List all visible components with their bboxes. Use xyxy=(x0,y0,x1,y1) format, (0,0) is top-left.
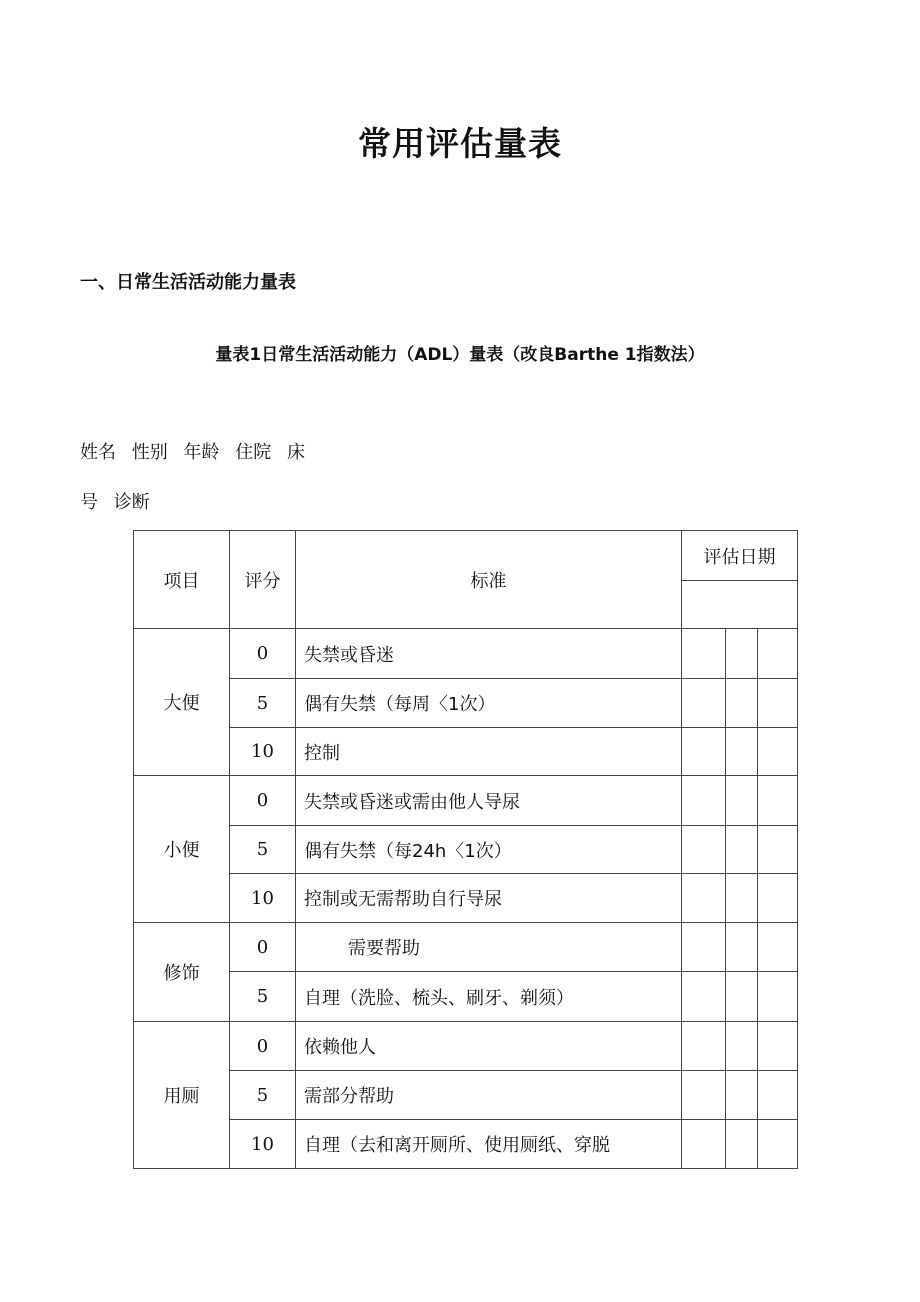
eval-cell[interactable] xyxy=(758,923,798,972)
table-row xyxy=(134,923,798,972)
score-cell: 5 xyxy=(230,972,296,1022)
eval-cell[interactable] xyxy=(726,629,758,679)
eval-cell[interactable] xyxy=(726,679,758,728)
score-cell: 10 xyxy=(230,874,296,923)
eval-cell[interactable] xyxy=(758,1120,798,1169)
eval-cell[interactable] xyxy=(726,1071,758,1120)
eval-cell[interactable] xyxy=(758,826,798,874)
eval-cell[interactable] xyxy=(726,1022,758,1071)
eval-cell[interactable] xyxy=(726,874,758,923)
item-cell: 小便 xyxy=(134,776,230,923)
criteria-cell: 失禁或昏迷 xyxy=(296,629,682,679)
adl-scale-table xyxy=(133,530,798,1169)
criteria-cell: 失禁或昏迷或需由他人导尿 xyxy=(296,776,682,826)
eval-cell[interactable] xyxy=(682,1022,726,1071)
page-title: 常用评估量表 xyxy=(358,124,562,163)
eval-cell[interactable] xyxy=(758,972,798,1022)
eval-cell[interactable] xyxy=(726,1120,758,1169)
eval-cell[interactable] xyxy=(682,629,726,679)
criteria-cell: 控制 xyxy=(296,728,682,776)
header-eval-date: 评估日期 xyxy=(682,531,798,581)
table-row xyxy=(134,1071,798,1120)
eval-cell[interactable] xyxy=(726,728,758,776)
section-heading: 一、日常生活活动能力量表 xyxy=(80,272,296,293)
score-cell: 0 xyxy=(230,629,296,679)
criteria-cell: 自理（洗脸、梳头、刷牙、剃须） xyxy=(296,972,682,1022)
table-row xyxy=(134,728,798,776)
info-label-age: 年龄 xyxy=(183,442,220,463)
item-cell: 大便 xyxy=(134,629,230,776)
eval-cell[interactable] xyxy=(682,1120,726,1169)
eval-cell[interactable] xyxy=(682,874,726,923)
table-row xyxy=(134,826,798,874)
eval-cell[interactable] xyxy=(682,679,726,728)
table-row xyxy=(134,1022,798,1071)
eval-cell[interactable] xyxy=(758,776,798,826)
score-cell: 10 xyxy=(230,728,296,776)
eval-cell[interactable] xyxy=(682,826,726,874)
eval-cell[interactable] xyxy=(682,728,726,776)
eval-cell[interactable] xyxy=(758,629,798,679)
eval-cell[interactable] xyxy=(758,874,798,923)
table-row xyxy=(134,679,798,728)
item-cell: 用厕 xyxy=(134,1022,230,1169)
info-label-bed: 床 xyxy=(286,442,305,463)
eval-cell[interactable] xyxy=(726,826,758,874)
criteria-cell: 控制或无需帮助自行导尿 xyxy=(296,874,682,923)
table-row xyxy=(134,1120,798,1169)
patient-info-line-1 xyxy=(80,438,315,464)
eval-cell[interactable] xyxy=(758,728,798,776)
eval-cell[interactable] xyxy=(726,776,758,826)
score-cell: 5 xyxy=(230,679,296,728)
eval-cell[interactable] xyxy=(726,972,758,1022)
table-row xyxy=(134,776,798,826)
eval-cell[interactable] xyxy=(682,1071,726,1120)
info-label-hospital: 住院 xyxy=(235,442,272,463)
patient-info-line-2 xyxy=(80,488,160,514)
eval-cell[interactable] xyxy=(682,776,726,826)
table-row xyxy=(134,972,798,1022)
score-cell: 0 xyxy=(230,923,296,972)
score-cell: 0 xyxy=(230,776,296,826)
info-label-diagnosis: 诊断 xyxy=(113,492,150,513)
criteria-cell: 偶有失禁（每周〈1次） xyxy=(296,679,682,728)
eval-cell[interactable] xyxy=(758,679,798,728)
info-label-sex: 性别 xyxy=(131,442,168,463)
table-row xyxy=(134,874,798,923)
criteria-cell: 自理（去和离开厕所、使用厕纸、穿脱 xyxy=(296,1120,682,1169)
criteria-cell: 偶有失禁（每24h〈1次） xyxy=(296,826,682,874)
item-cell: 修饰 xyxy=(134,923,230,1022)
criteria-cell: 需部分帮助 xyxy=(296,1071,682,1120)
info-label-name: 姓名 xyxy=(80,442,116,463)
criteria-cell: 依赖他人 xyxy=(296,1022,682,1071)
header-item: 项目 xyxy=(134,531,230,629)
score-cell: 5 xyxy=(230,826,296,874)
eval-date-cell[interactable] xyxy=(682,581,798,629)
criteria-cell: 需要帮助 xyxy=(296,923,682,972)
eval-cell[interactable] xyxy=(726,923,758,972)
score-cell: 5 xyxy=(230,1071,296,1120)
table-caption: 量表1日常生活活动能力（ADL）量表（改良Barthe 1指数法） xyxy=(215,345,705,365)
info-label-number: 号 xyxy=(80,492,98,513)
score-cell: 0 xyxy=(230,1022,296,1071)
header-score: 评分 xyxy=(230,531,296,629)
eval-cell[interactable] xyxy=(682,972,726,1022)
score-cell: 10 xyxy=(230,1120,296,1169)
eval-cell[interactable] xyxy=(758,1022,798,1071)
eval-cell[interactable] xyxy=(682,923,726,972)
header-criteria: 标准 xyxy=(296,531,682,629)
eval-cell[interactable] xyxy=(758,1071,798,1120)
table-row xyxy=(134,629,798,679)
